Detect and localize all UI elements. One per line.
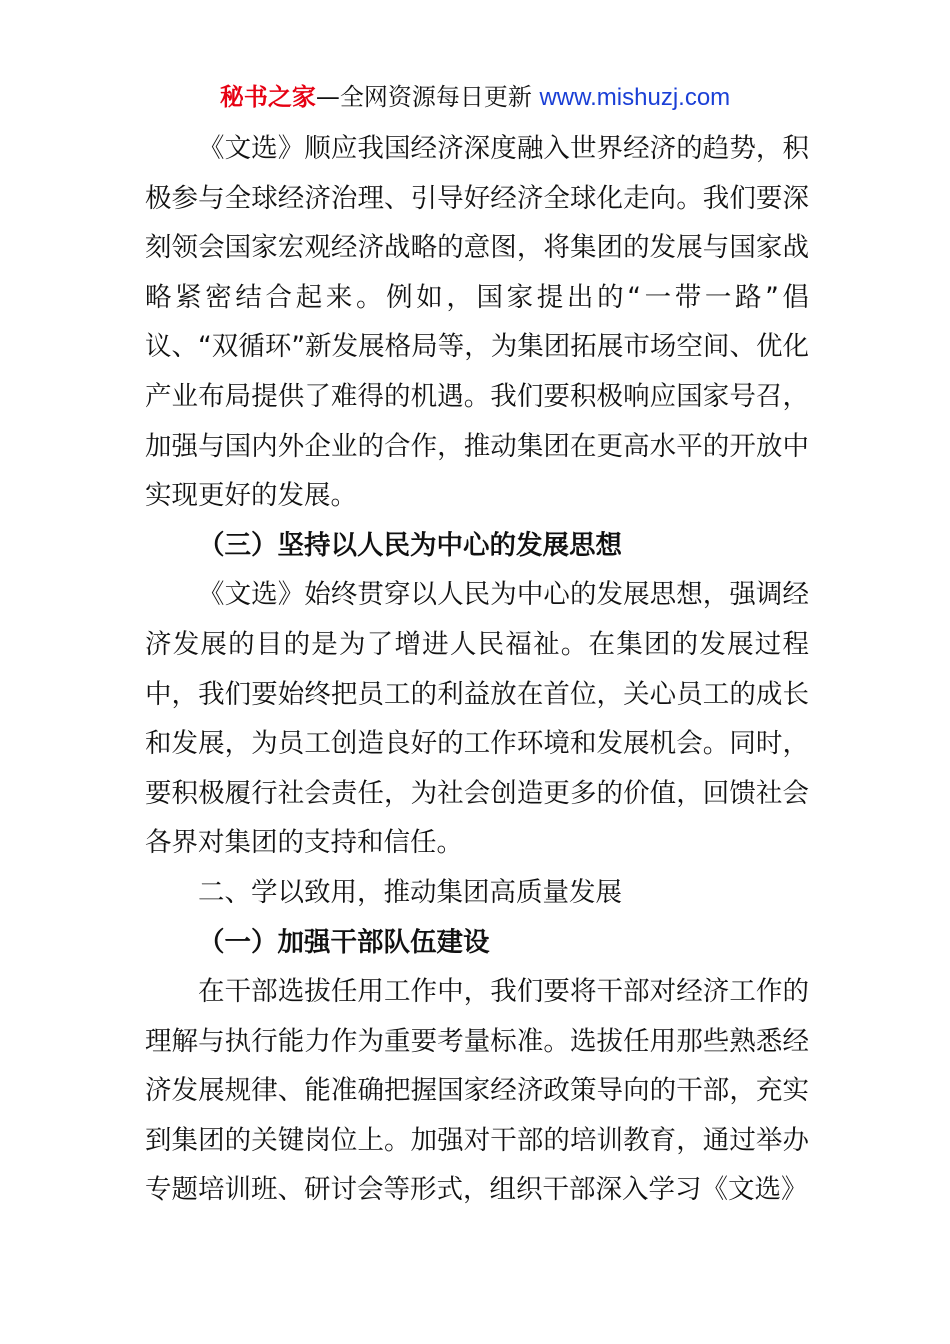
paragraph-open-economy: 《文选》顺应我国经济深度融入世界经济的趋势，积极参与全球经济治理、引导好经济全球化走向。我们要深刻领会国家宏观经济战略的意图，将集团的发展与国家战略紧密结合起来。例如，国家提出的“一带一路”倡议、“双循环”新发展格局等，为集团拓展市场空间、优化产业布局提供了难得的机遇。我们要积极响应国家号召，加强与国内外企业的合作，推动集团在更高水平的开放中实现更好的发展。 bbox=[145, 133, 809, 512]
paragraph-people-centered: 《文选》始终贯穿以人民为中心的发展思想，强调经济发展的目的是为了增进人民福祉。在集团的发展过程中，我们要始终把员工的利益放在首位，关心员工的成长和发展，为员工创造良好的工作环境和发展机会。同时，要积极履行社会责任，为社会创造更多的价值，回馈社会各界对集团的支持和信任。 bbox=[145, 579, 809, 859]
document-body bbox=[145, 124, 809, 1215]
section-heading-people-centered: （三）坚持以人民为中心的发展思想 bbox=[198, 529, 622, 561]
site-header bbox=[0, 80, 950, 115]
chapter-heading-apply-learning: 二、学以致用，推动集团高质量发展 bbox=[198, 876, 622, 908]
site-url[interactable]: www.mishuzj.com bbox=[539, 84, 731, 111]
paragraph-cadre-building: 在干部选拔任用工作中，我们要将干部对经济工作的理解与执行能力作为重要考量标准。选拔任用那些熟悉经济发展规律、能准确把握国家经济政策导向的干部，充实到集团的关键岗位上。加强对干部的培训教育，通过举办专题培训班、研讨会等形式，组织干部深入学习《文选》 bbox=[145, 976, 809, 1206]
brand-name: 秘书之家 bbox=[219, 83, 316, 111]
header-tagline: —全网资源每日更新 bbox=[315, 83, 532, 111]
section-heading-cadre-building: （一）加强干部队伍建设 bbox=[198, 926, 490, 958]
